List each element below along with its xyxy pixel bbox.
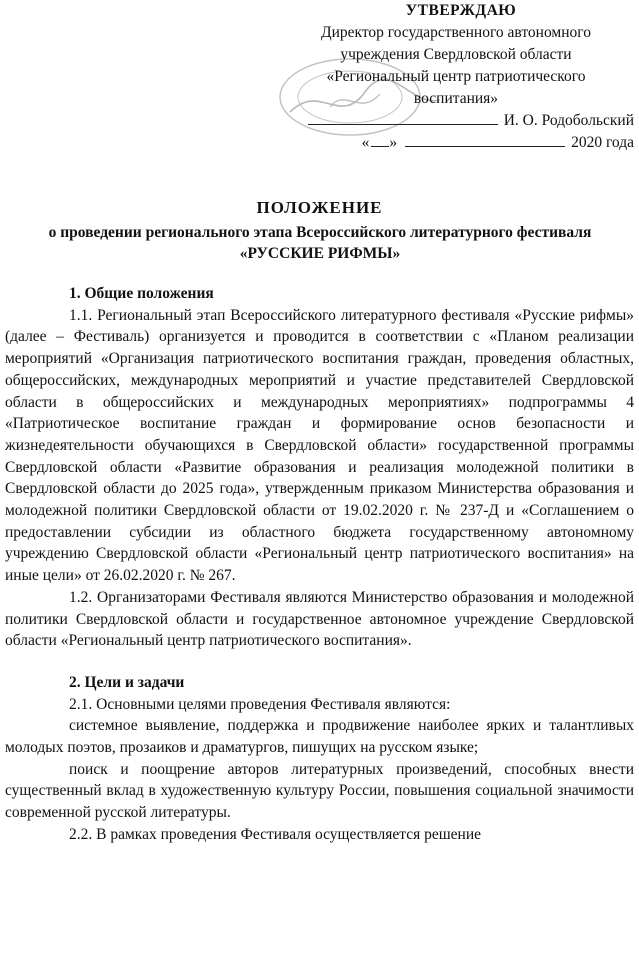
date-line <box>278 132 634 154</box>
paragraph: поиск и поощрение авторов литературных произведений, способных внести существенный вклад в художественную культуру России, повышения социальной значимости современной русской литературы. <box>5 760 634 822</box>
signer-name: И. О. Родобольский <box>503 112 634 129</box>
paragraph: системное выявление, поддержка и продвижение наиболее ярких и талантливых молодых поэтов, прозаиков и драматургов, пишущих на русском языке; <box>5 717 634 757</box>
section-heading: 1. Общие положения <box>69 285 214 302</box>
approval-heading: УТВЕРЖДАЮ <box>405 2 517 19</box>
approval-line-3: «Региональный центр патриотического <box>326 68 586 85</box>
paragraph: 2.2. В рамках проведения Фестиваля осуществляется решение <box>69 825 481 843</box>
paragraph: 1.1. Региональный этап Всероссийского литературного фестиваля «Русские рифмы» (далее – Фестиваль) организуется и проводится в соответствии с «Планом реализации мероприятий «Организация патриотического воспитания граждан, проведения областных, общероссийских, международных мероприятий и участие представителей Свердловской области в общероссийских и международных мероприятиях» подпрограммы 4 «Патриотическое воспитание граждан и формирование основ безопасности и жизнедеятельности обучающихся в Свердловской области» государственной программы Свердловской области «Развитие образования и реализация молодежной политики в Свердловской области до 2025 года», утвержденным приказом Министерства образования и молодежной политики Свердловской области от 19.02.2020 г. № 237-Д и «Соглашением о предоставлении субсидии из областного бюджета государственному автономному учреждению Свердловской области «Региональный центр патриотического воспитания» на иные цели» от 26.02.2020 г. № 267. <box>5 306 634 585</box>
document-title: ПОЛОЖЕНИЕ <box>256 198 383 217</box>
approval-line-1: Директор государственного автономного <box>321 24 591 41</box>
day-blank <box>371 132 389 147</box>
signature-line <box>278 110 634 132</box>
month-blank <box>405 132 565 147</box>
date-close-quote: » <box>389 134 398 151</box>
signature-blank <box>308 110 498 125</box>
date-open-quote: « <box>361 134 370 151</box>
document-subtitle: о проведении регионального этапа Всероссийского литературного фестиваля «РУССКИЕ РИФМЫ» <box>48 224 592 262</box>
paragraph: 1.2. Организаторами Фестиваля являются Министерство образования и молодежной политики Свердловской области и государственное автономное учреждение Свердловской области «Региональный центр патриотического воспитания». <box>5 588 634 650</box>
paragraph: 2.1. Основными целями проведения Фестиваля являются: <box>69 695 451 713</box>
approval-line-4: воспитания» <box>413 90 499 107</box>
date-year: 2020 года <box>571 134 634 151</box>
document-body <box>5 283 634 846</box>
approval-line-2: учреждения Свердловской области <box>340 46 572 63</box>
section-heading: 2. Цели и задачи <box>69 673 185 691</box>
approval-block <box>278 0 634 154</box>
